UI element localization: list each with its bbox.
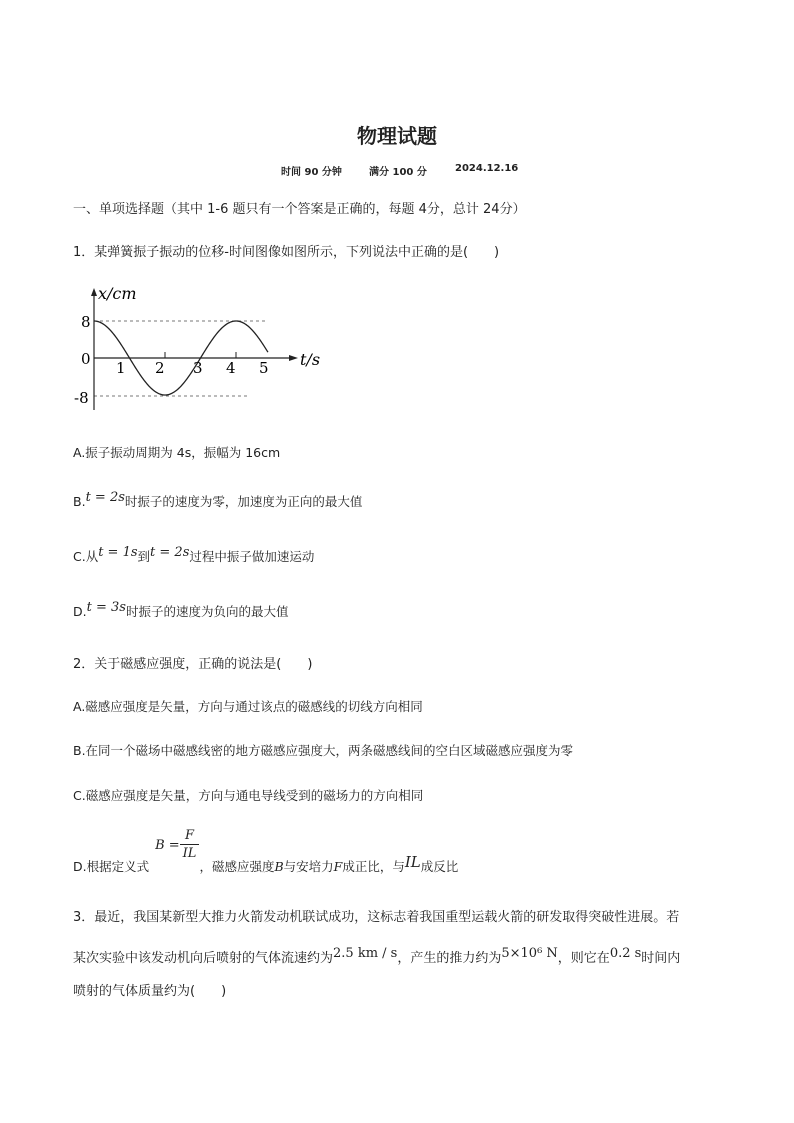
x-tick-1: 1 [116,359,126,377]
q2-option-d: D.根据定义式 B = $\frac{F}{IL}$ ，磁感应强度B与安培力F成正比，与IL成反比 [73,828,459,874]
q1-option-d: D.t = 3s时振子的速度为负向的最大值 [73,600,289,619]
math-t-2s: t = 2s [85,490,125,505]
question-3-line-2: 某次实验中该发动机向后喷射的气体流速约为2.5 km / s，产生的推力约为5×10⁶ N，则它在0.2 s时间内 [73,946,681,966]
y-axis-arrow [91,288,97,296]
q2-option-c: C.磁感应强度是矢量，方向与通电导线受到的磁场力的方向相同 [73,788,424,803]
exam-date: 2024.12.16 [455,163,519,174]
q2-option-a: A.磁感应强度是矢量，方向与通过该点的磁感线的切线方向相同 [73,699,423,714]
question-3-line-3: 喷射的气体质量约为( ) [73,984,227,999]
question-3-line-1: 3．最近，我国某新型大推力火箭发动机联试成功，这标志着我国重型运载火箭的研发取得突破性进展。若 [73,910,680,925]
x-tick-3: 3 [193,359,203,377]
x-tick-2: 2 [155,359,165,377]
y-tick-min: -8 [74,389,89,407]
q1-option-a: A.振子振动周期为 4s，振幅为 16cm [73,445,281,460]
x-tick-4: 4 [226,359,236,377]
q1-option-b: B.t = 2s时振子的速度为零，加速度为正向的最大值 [73,490,363,509]
displacement-time-graph [72,282,342,412]
x-axis-label: t/s [300,350,321,369]
q2-option-b: B.在同一个磁场中磁感线密的地方磁感应强度大，两条磁感线间的空白区域磁感应强度为零 [73,743,574,758]
y-axis-label: x/cm [98,284,137,303]
x-axis-arrow [289,355,298,361]
formula-lhs: B = [155,838,180,853]
math-thrust: 5×10⁶ N [501,946,558,961]
question-1-stem: 1．某弹簧振子振动的位移-时间图像如图所示，下列说法中正确的是( ) [73,245,500,260]
formula-fraction: $\frac{F}{IL}$ [180,828,200,863]
math-t-2s-c: t = 2s [150,545,190,560]
exam-score: 满分 100 分 [369,167,427,178]
page-title: 物理试题 [357,124,437,148]
section-heading: 一、单项选择题（其中 1-6 题只有一个答案是正确的，每题 4分，总计 24分） [73,202,526,217]
y-tick-zero: 0 [81,350,91,368]
math-t-1s: t = 1s [98,545,138,560]
y-tick-max: 8 [81,313,91,331]
exam-duration: 时间 90 分钟 [281,167,342,178]
x-tick-5: 5 [259,359,269,377]
math-t-3s: t = 3s [86,600,126,615]
q1-option-c: C.从t = 1s到t = 2s过程中振子做加速运动 [73,545,315,564]
math-velocity: 2.5 km / s [333,946,398,961]
math-time: 0.2 s [609,946,642,961]
question-2-stem: 2．关于磁感应强度，正确的说法是( ) [73,657,313,672]
